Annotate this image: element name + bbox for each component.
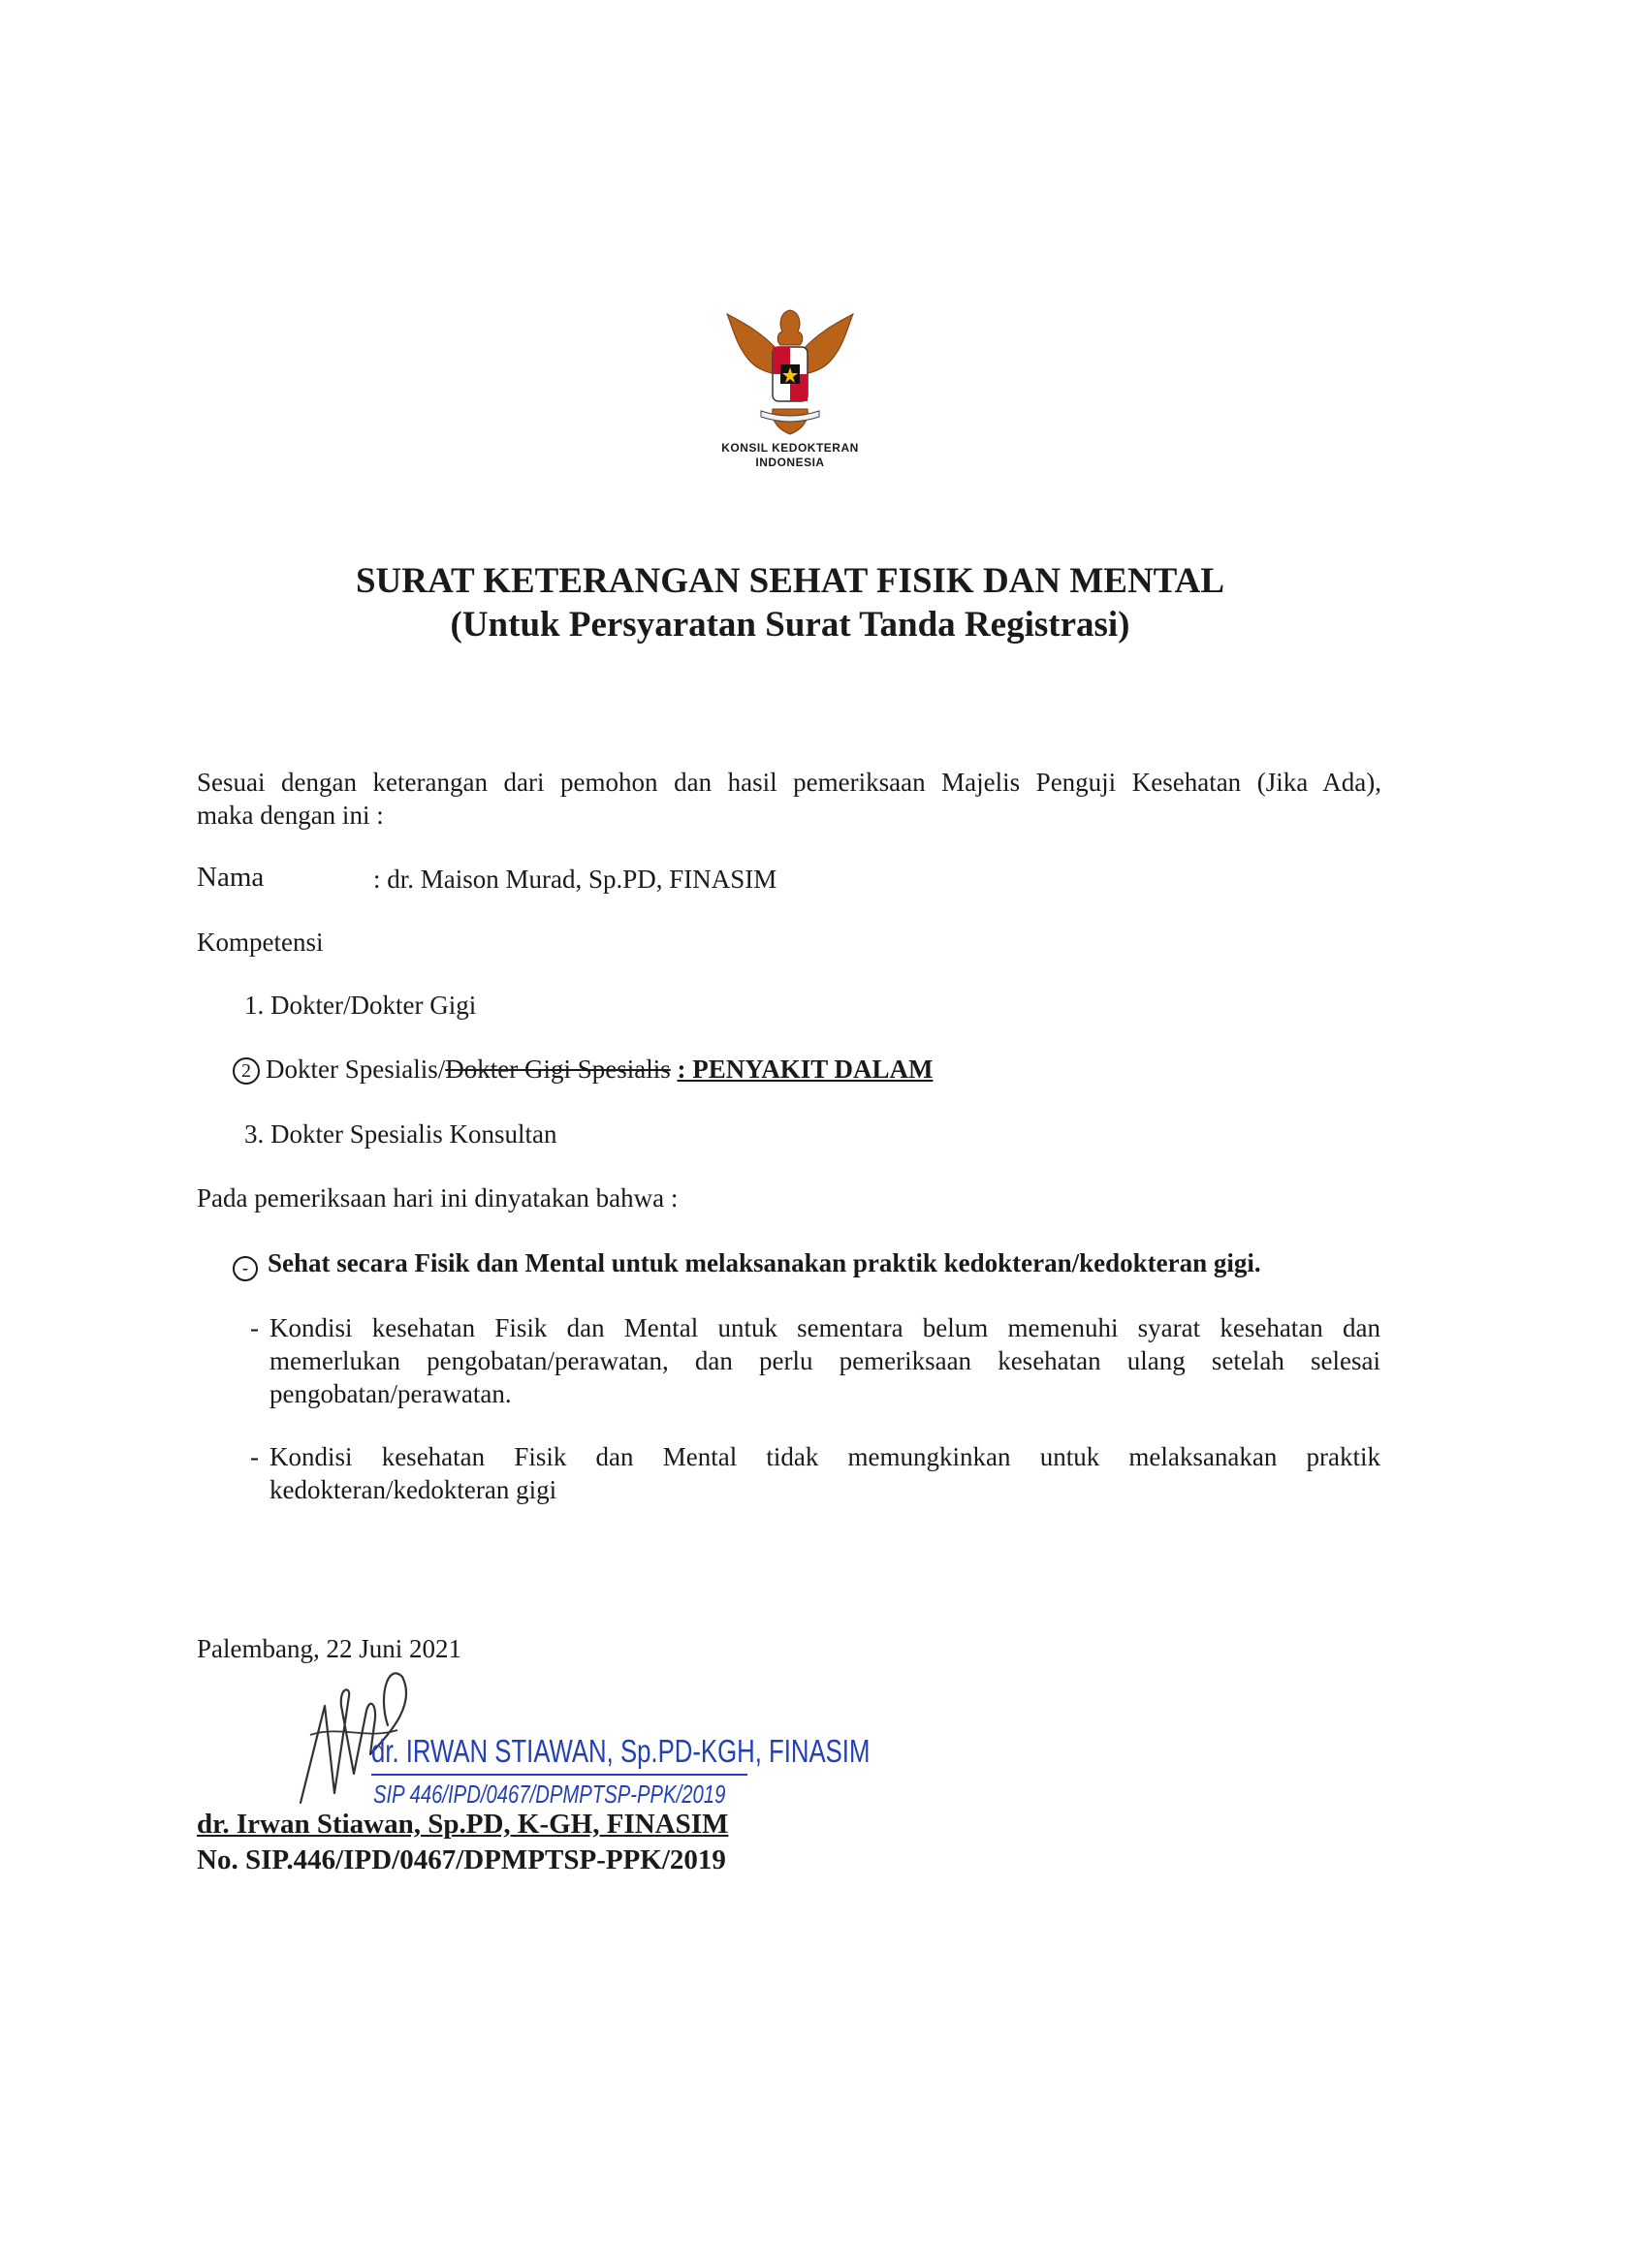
specialty-value: : PENYAKIT DALAM — [677, 1055, 934, 1084]
document-title: SURAT KETERANGAN SEHAT FISIK DAN MENTAL — [355, 561, 1225, 601]
name-label: Nama — [197, 862, 265, 893]
emblem-caption-line2: INDONESIA — [755, 456, 825, 469]
statement-intro: Pada pemeriksaan hari ini dinyatakan bahwa : — [197, 1183, 679, 1213]
document-subtitle: (Untuk Persyaratan Surat Tanda Registrasi) — [450, 605, 1130, 645]
item2-struck-text: Dokter Gigi Spesialis — [445, 1055, 671, 1084]
kompetensi-label: Kompetensi — [197, 928, 324, 957]
statement-option-1 — [233, 1246, 1261, 1281]
selected-mark: - — [233, 1256, 258, 1281]
option2-line3: pengobatan/perawatan. — [269, 1379, 512, 1408]
kompetensi-item-1: 1. Dokter/Dokter Gigi — [244, 991, 477, 1020]
option3-line1: Kondisi kesehatan Fisik dan Mental tidak memungkinkan untuk melaksanakan praktik — [269, 1442, 1380, 1471]
intro-line1: Sesuai dengan keterangan dari pemohon dan hasil pemeriksaan Majelis Penguji Kesehatan (Jika Ada), — [197, 768, 1381, 797]
stamp-line1: dr. IRWAN STIAWAN, Sp.PD-KGH, FINASIM — [371, 1733, 871, 1769]
stamp-line2: SIP 446/IPD/0467/DPMPTSP-PPK/2019 — [373, 1780, 726, 1809]
emblem-caption-line1: KONSIL KEDOKTERAN — [721, 441, 859, 455]
kompetensi-item-3: 3. Dokter Spesialis Konsultan — [244, 1119, 557, 1149]
kompetensi-item-2 — [233, 1053, 934, 1086]
item2-text: Dokter Spesialis/ — [266, 1055, 446, 1084]
name-value: : dr. Maison Murad, Sp.PD, FINASIM — [373, 865, 777, 894]
option2-line1: Kondisi kesehatan Fisik dan Mental untuk sementara belum memenuhi syarat kesehatan dan — [269, 1313, 1380, 1342]
place-date: Palembang, 22 Juni 2021 — [197, 1634, 461, 1663]
stamp-divider — [371, 1774, 747, 1776]
option2-line2: memerlukan pengobatan/perawatan, dan perlu pemeriksaan kesehatan ulang setelah selesai — [269, 1346, 1380, 1375]
signer-number: No. SIP.446/IPD/0467/DPMPTSP-PPK/2019 — [197, 1844, 726, 1875]
option3-dash: - — [250, 1442, 259, 1471]
option2-dash: - — [250, 1313, 259, 1342]
garuda-emblem-icon — [722, 302, 858, 438]
option3-line2: kedokteran/kedokteran gigi — [269, 1475, 557, 1504]
intro-line2: maka dengan ini : — [197, 801, 384, 830]
circled-number: 2 — [233, 1057, 260, 1085]
signer-name: dr. Irwan Stiawan, Sp.PD, K-GH, FINASIM — [197, 1809, 729, 1840]
option1-text: Sehat secara Fisik dan Mental untuk melaksanakan praktik kedokteran/kedokteran gigi. — [268, 1248, 1261, 1277]
